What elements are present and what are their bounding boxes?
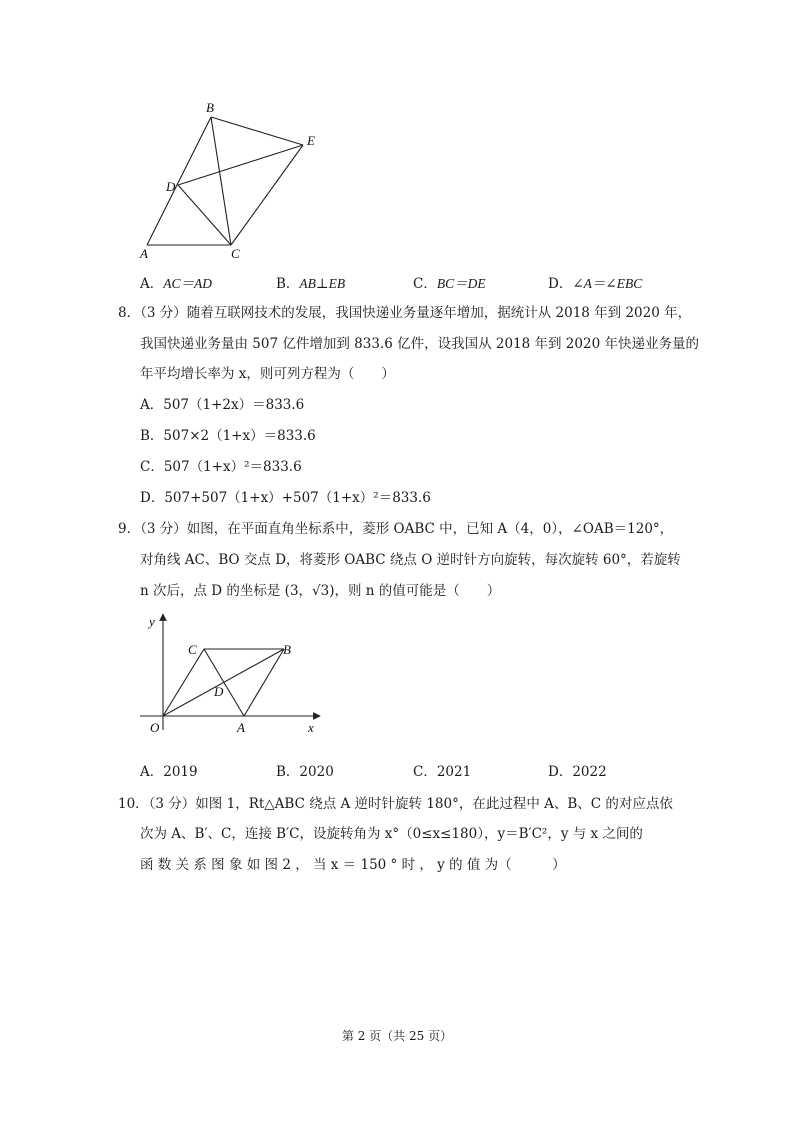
q7-option-c: BC＝DE — [436, 276, 486, 291]
label-B: B — [206, 100, 214, 115]
q9-line-3: n 次后，点 D 的坐标是 (3，√3)，则 n 的值可能是（ ） — [140, 583, 501, 599]
q9-option-c-letter: C． — [413, 764, 437, 780]
q9-option-a-letter: A． — [140, 764, 164, 780]
q10-line-3: 函 数 关 系 图 象 如 图 2 ， 当 x ＝ 150 ° 时 ， y 的 值 为（ ） — [140, 857, 566, 873]
label-y: y — [149, 614, 155, 629]
q9-option-c: 2021 — [436, 764, 472, 780]
q7-option-b: AB⊥EB — [299, 276, 346, 291]
page-footer: 第 2 页（共 25 页） — [341, 1029, 453, 1043]
label-E: E — [307, 133, 315, 148]
label-B: B — [283, 642, 291, 657]
segment-AB — [244, 649, 284, 716]
q8-option-a: A．507（1+2x）＝833.6 — [140, 397, 305, 413]
q10-line-2: 次为 A、B′、C，连接 B′C，设旋转角为 x°（0≤x≤180），y＝B′C²，y 与 x 之间的 — [140, 826, 643, 842]
segment-AB — [147, 117, 211, 245]
q9-option-d-letter: D． — [548, 764, 573, 780]
q7-option-d-letter: D． — [548, 276, 573, 292]
figure-q7 — [130, 95, 330, 265]
label-D: D — [214, 684, 224, 699]
segment-BE — [211, 117, 303, 145]
label-C: C — [188, 642, 197, 657]
q7-option-b-letter: B． — [276, 276, 300, 292]
q8-option-d: D．507+507（1+x）+507（1+x）²＝833.6 — [140, 490, 431, 506]
label-A: A — [140, 246, 148, 261]
segment-CO — [163, 649, 204, 716]
figure-q9 — [140, 608, 340, 738]
q8-line-2: 我国快递业务量由 507 亿件增加到 833.6 亿件，设我国从 2018 年到 2020 年快递业务量的 — [140, 336, 699, 352]
label-D: D — [166, 179, 176, 194]
q8-option-b: B．507×2（1+x）＝833.6 — [140, 428, 316, 444]
label-A: A — [237, 720, 245, 735]
q7-option-a-letter: A． — [140, 276, 164, 292]
q7-option-d: ∠A＝∠EBC — [572, 276, 643, 291]
q9-option-b-letter: B． — [276, 764, 300, 780]
q8-option-c: C．507（1+x）²＝833.6 — [140, 459, 302, 475]
segment-DE — [178, 145, 303, 185]
q9-line-1: 9．（3 分）如图，在平面直角坐标系中，菱形 OABC 中，已知 A（4，0），∠OAB＝120°， — [118, 521, 674, 537]
q7-option-a: AC＝AD — [163, 276, 212, 291]
q8-line-1: 8．（3 分）随着互联网技术的发展，我国快递业务量逐年增加，据统计从 2018 年到 2020 年， — [118, 305, 692, 321]
label-O: O — [150, 720, 160, 735]
label-x: x — [308, 720, 314, 735]
q9-option-d: 2022 — [572, 764, 607, 780]
q9-option-b: 2020 — [299, 764, 334, 780]
label-C: C — [231, 246, 240, 261]
q9-line-2: 对角线 AC、BO 交点 D，将菱形 OABC 绕点 O 逆时针方向旋转，每次旋转 60°，若旋转 — [140, 552, 681, 568]
q7-option-c-letter: C． — [413, 276, 437, 292]
diagonal-AC — [204, 649, 244, 716]
segment-CE — [231, 145, 303, 245]
q8-line-3: 年平均增长率为 x，则可列方程为（ ） — [140, 366, 395, 382]
q9-option-a: 2019 — [163, 764, 198, 780]
q10-line-1: 10．（3 分）如图 1，Rt△ABC 绕点 A 逆时针旋转 180°，在此过程中 A、B、C 的对应点依 — [118, 796, 673, 812]
